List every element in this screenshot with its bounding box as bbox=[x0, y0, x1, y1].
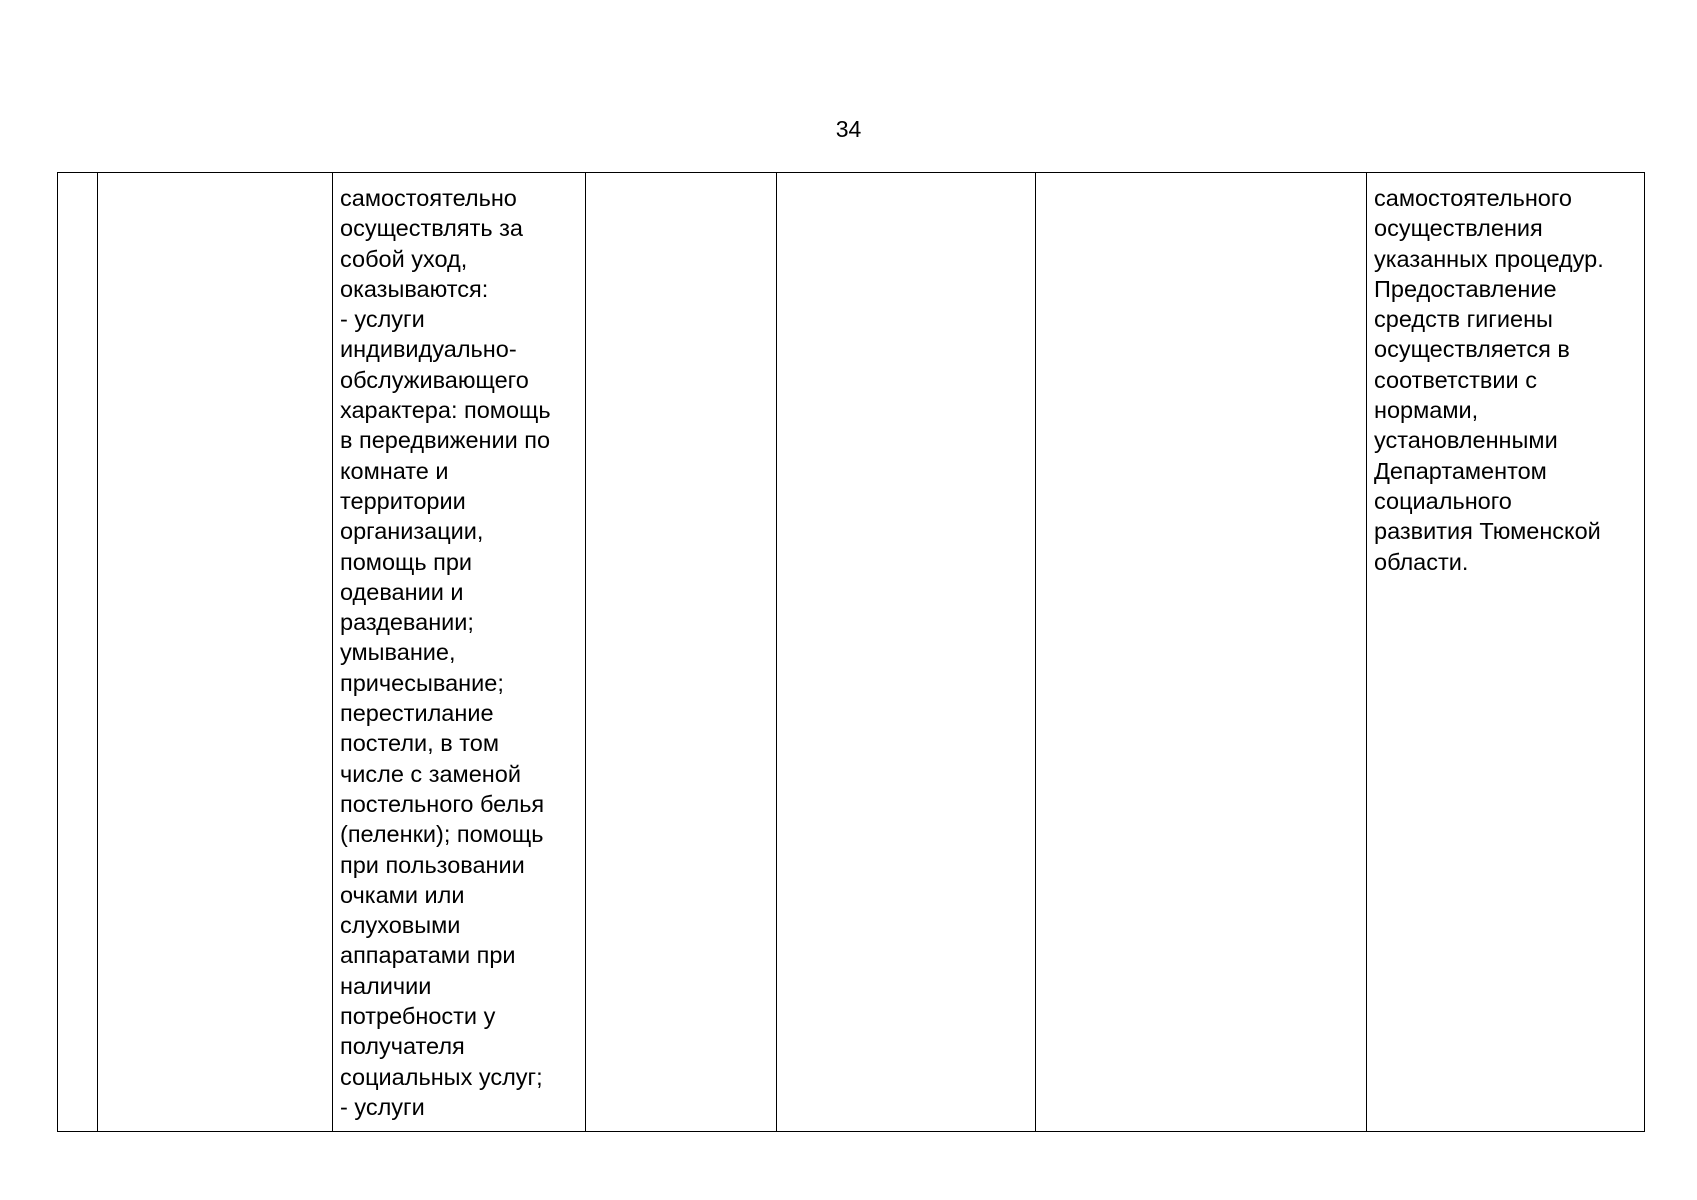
document-table bbox=[57, 172, 1645, 1132]
service-description-text: самостоятельно осуществлять за собой уход, оказываются: - услуги индивидуально- обслуживающего характера: помощь в передвижении по комнате и территории организации, помощь при одевании и раздевании; умывание, причесывание; перестилание постели, в том числе с заменой постельного белья (пеленки); помощь при пользовании очками или слуховыми аппаратами при наличии потребности у получателя социальных услуг; - услуги bbox=[340, 185, 551, 1120]
page-number: 34 bbox=[835, 116, 862, 142]
conditions-text: самостоятельного осуществления указанных процедур. Предоставление средств гигиены осуществляется в соответствии с нормами, установленными Департаментом социального развития Тюменской области. bbox=[1374, 185, 1604, 575]
table-cell-col6 bbox=[1036, 173, 1367, 1132]
table-cell-col5 bbox=[777, 173, 1036, 1132]
table-cell-col3 bbox=[333, 173, 586, 1132]
table-cell-col2 bbox=[98, 173, 333, 1132]
table-cell-col7 bbox=[1367, 173, 1645, 1132]
table-cell-col1 bbox=[58, 173, 98, 1132]
table-cell-col4 bbox=[586, 173, 777, 1132]
table-row bbox=[58, 173, 1645, 1132]
